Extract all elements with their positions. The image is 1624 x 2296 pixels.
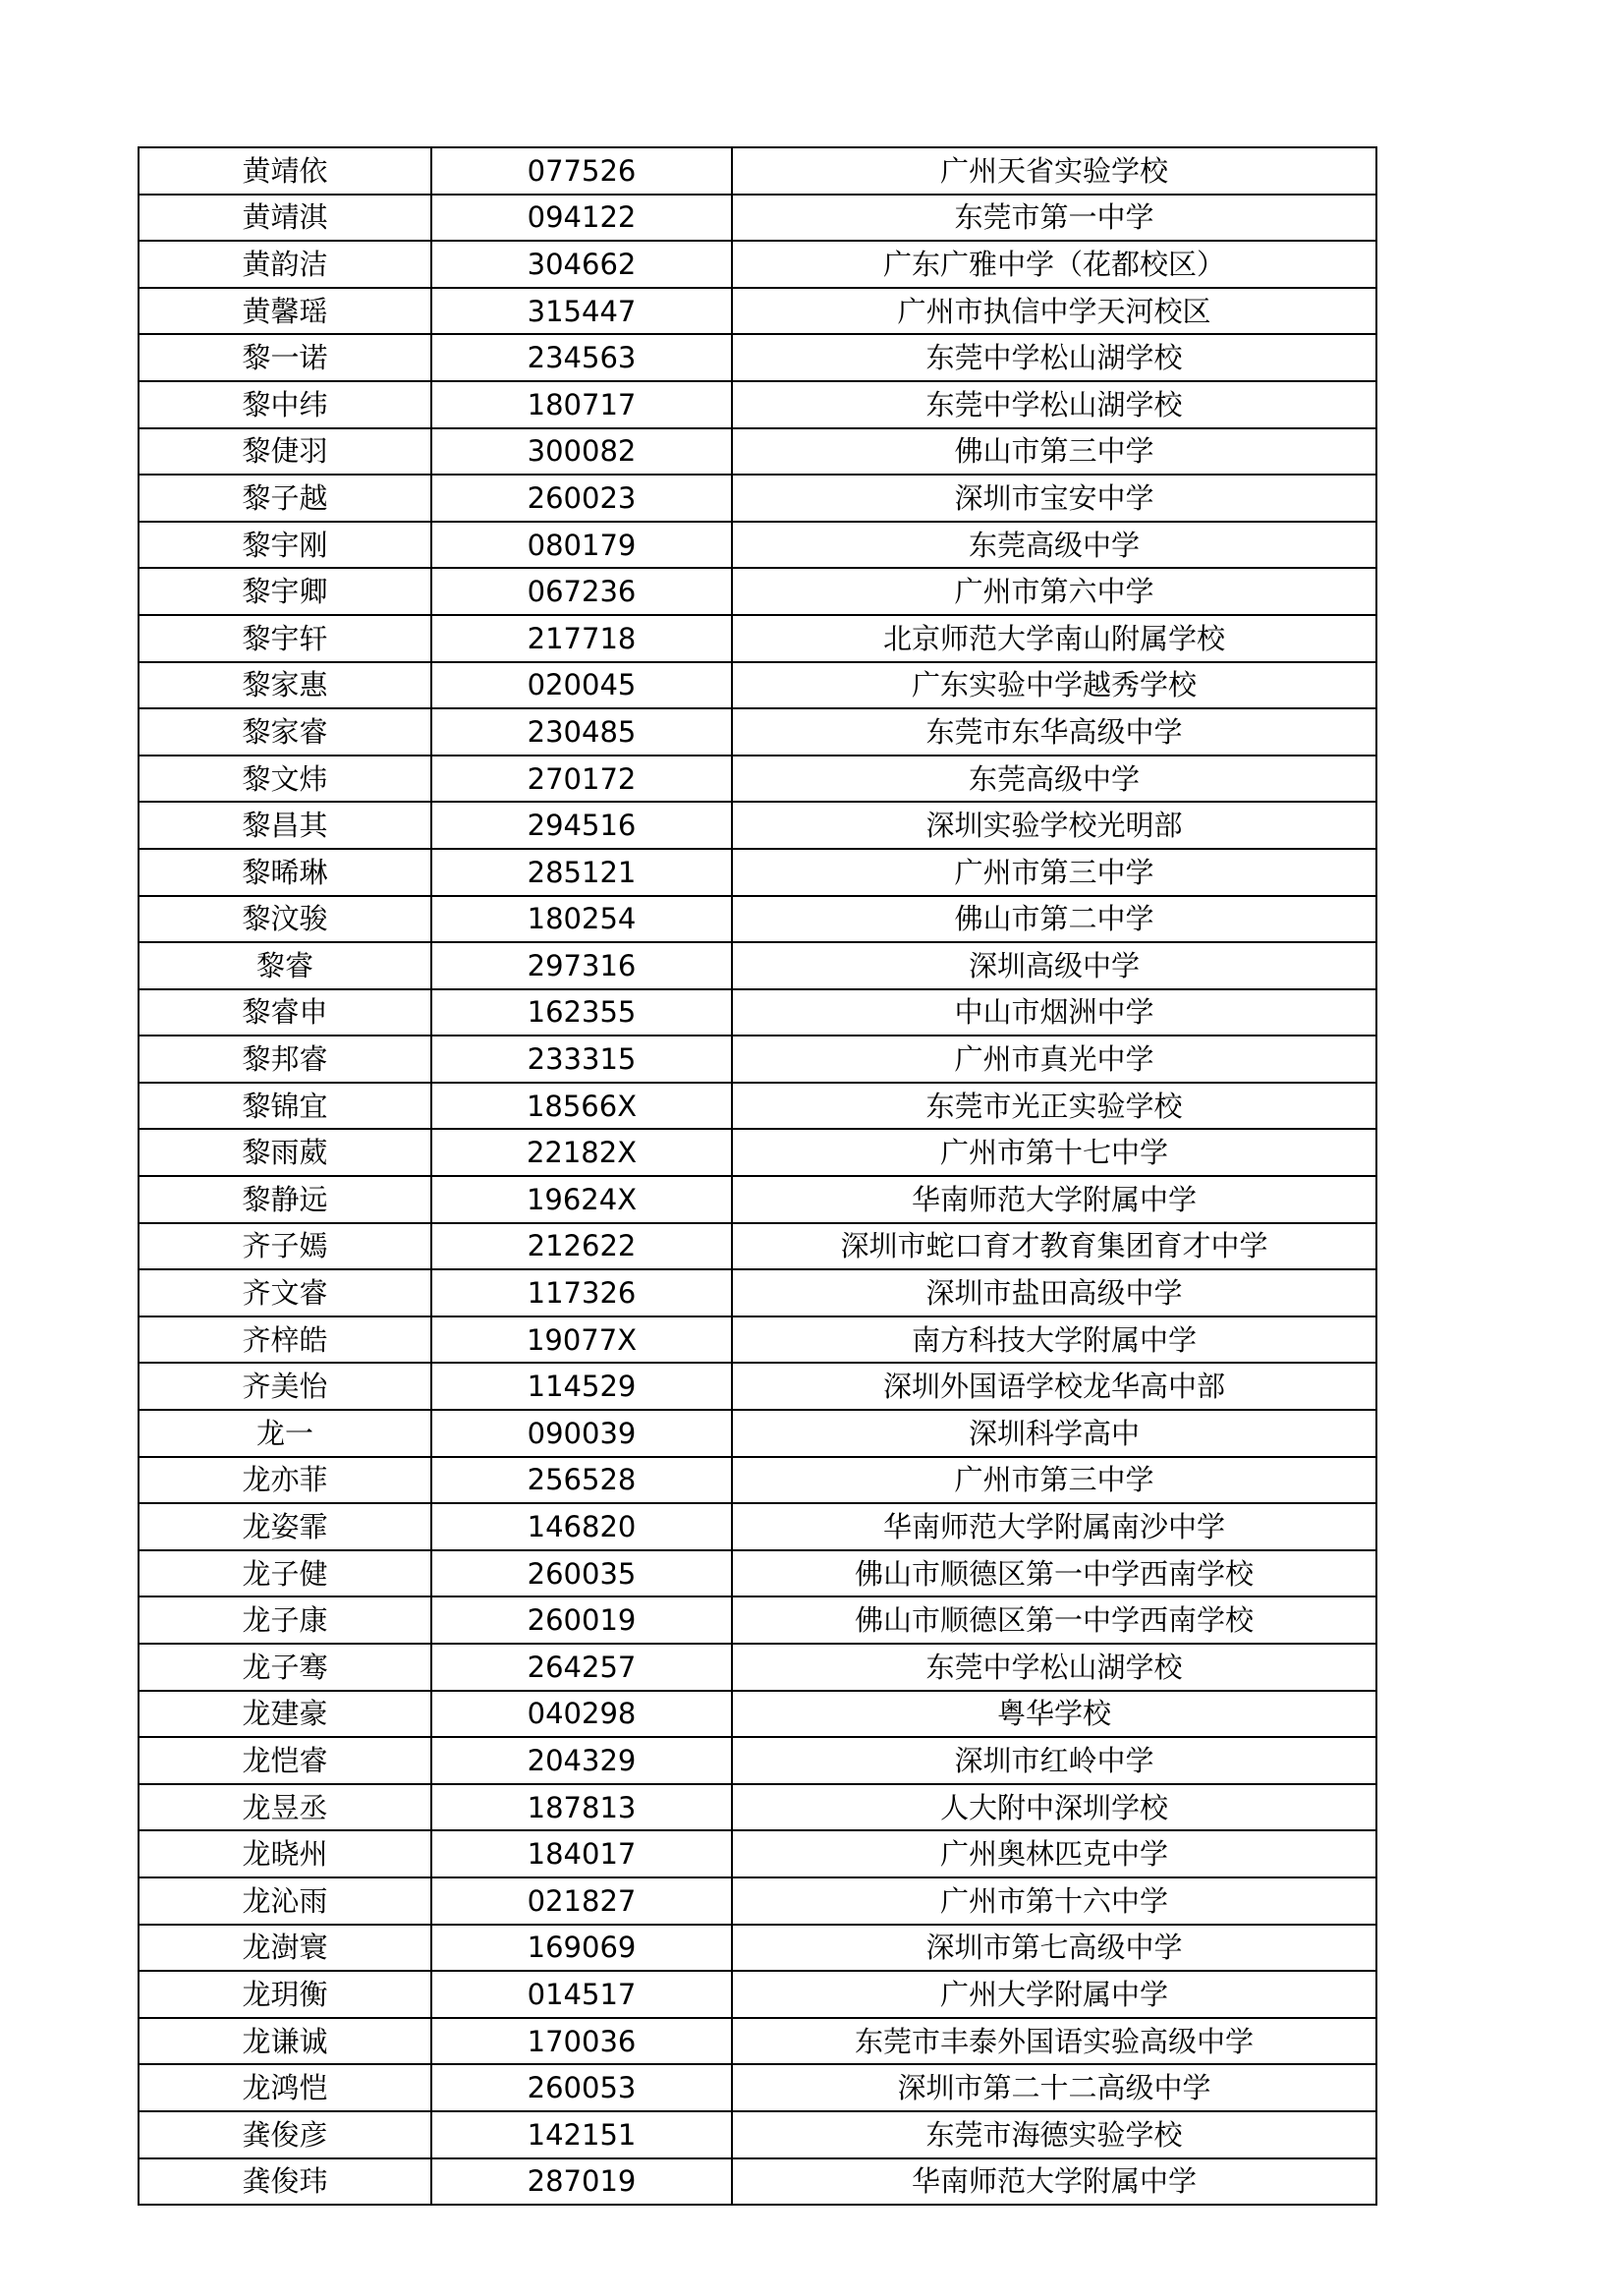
name-cell: 黎家睿 [139,708,431,756]
table-row [139,662,1376,709]
name-cell: 齐美怡 [139,1363,431,1410]
school-cell: 深圳市第二十二高级中学 [732,2064,1376,2111]
id-cell: 114529 [431,1363,732,1410]
id-cell: 19077X [431,1316,732,1364]
name-cell: 龙玥衡 [139,1971,431,2018]
id-cell: 040298 [431,1691,732,1738]
school-cell: 广东广雅中学（花都校区） [732,241,1376,288]
name-cell: 龙沁雨 [139,1877,431,1925]
name-cell: 齐子嫣 [139,1223,431,1270]
school-cell: 南方科技大学附属中学 [732,1316,1376,1364]
table-row [139,1036,1376,1083]
id-cell: 180717 [431,381,732,428]
id-cell: 264257 [431,1644,732,1691]
id-cell: 230485 [431,708,732,756]
table-row [139,1363,1376,1410]
name-cell: 龙亦菲 [139,1457,431,1504]
name-cell: 黎宇轩 [139,615,431,662]
name-cell: 龙鸿恺 [139,2064,431,2111]
school-cell: 广州市真光中学 [732,1036,1376,1083]
table-row [139,1316,1376,1364]
school-cell: 东莞高级中学 [732,522,1376,569]
table-row [139,989,1376,1036]
table-row [139,1223,1376,1270]
id-cell: 204329 [431,1737,732,1784]
school-cell: 深圳高级中学 [732,942,1376,989]
school-cell: 广州奥林匹克中学 [732,1830,1376,1877]
table-row [139,1596,1376,1644]
id-cell: 080179 [431,522,732,569]
name-cell: 龚俊彦 [139,2111,431,2158]
table-row [139,1129,1376,1176]
school-cell: 深圳市第七高级中学 [732,1925,1376,1972]
school-cell: 深圳市红岭中学 [732,1737,1376,1784]
table-row [139,334,1376,381]
name-cell: 龙建豪 [139,1691,431,1738]
name-cell: 黄韵洁 [139,241,431,288]
table-row [139,195,1376,242]
table-row [139,1830,1376,1877]
school-cell: 东莞市第一中学 [732,195,1376,242]
table-row [139,756,1376,803]
table-row [139,1083,1376,1130]
school-cell: 东莞市光正实验学校 [732,1083,1376,1130]
school-cell: 广州大学附属中学 [732,1971,1376,2018]
school-cell: 深圳科学高中 [732,1410,1376,1457]
id-cell: 020045 [431,662,732,709]
school-cell: 深圳市盐田高级中学 [732,1269,1376,1316]
id-cell: 300082 [431,428,732,476]
name-cell: 齐梓皓 [139,1316,431,1364]
name-cell: 黎邦睿 [139,1036,431,1083]
id-cell: 285121 [431,849,732,896]
school-cell: 广州市第三中学 [732,1457,1376,1504]
name-cell: 黎文炜 [139,756,431,803]
id-cell: 260035 [431,1550,732,1597]
name-cell: 龙澍寰 [139,1925,431,1972]
id-cell: 260053 [431,2064,732,2111]
name-cell: 龙谦诚 [139,2018,431,2065]
id-cell: 233315 [431,1036,732,1083]
name-cell: 黎睿 [139,942,431,989]
id-cell: 090039 [431,1410,732,1457]
id-cell: 014517 [431,1971,732,2018]
id-cell: 169069 [431,1925,732,1972]
id-cell: 22182X [431,1129,732,1176]
school-cell: 广州天省实验学校 [732,147,1376,195]
table-row [139,475,1376,522]
table-row [139,1877,1376,1925]
name-cell: 黄靖依 [139,147,431,195]
school-cell: 广州市执信中学天河校区 [732,288,1376,335]
id-cell: 094122 [431,195,732,242]
name-cell: 龙昱丞 [139,1784,431,1831]
table-row [139,942,1376,989]
school-cell: 深圳实验学校光明部 [732,802,1376,849]
results-table [138,146,1377,2206]
school-cell: 华南师范大学附属南沙中学 [732,1503,1376,1550]
id-cell: 217718 [431,615,732,662]
table-row [139,1691,1376,1738]
name-cell: 龙子骞 [139,1644,431,1691]
table-row [139,1176,1376,1223]
id-cell: 142151 [431,2111,732,2158]
table-row [139,1410,1376,1457]
school-cell: 广州市第六中学 [732,568,1376,615]
id-cell: 260019 [431,1596,732,1644]
id-cell: 19624X [431,1176,732,1223]
name-cell: 黎倢羽 [139,428,431,476]
name-cell: 黎一诺 [139,334,431,381]
name-cell: 黄靖淇 [139,195,431,242]
name-cell: 龙一 [139,1410,431,1457]
id-cell: 297316 [431,942,732,989]
name-cell: 黎汶骏 [139,896,431,943]
name-cell: 黎昌其 [139,802,431,849]
id-cell: 260023 [431,475,732,522]
name-cell: 龙子健 [139,1550,431,1597]
school-cell: 广州市第十六中学 [732,1877,1376,1925]
table-row [139,802,1376,849]
id-cell: 187813 [431,1784,732,1831]
school-cell: 北京师范大学南山附属学校 [732,615,1376,662]
id-cell: 18566X [431,1083,732,1130]
name-cell: 龙子康 [139,1596,431,1644]
table-row [139,615,1376,662]
school-cell: 粤华学校 [732,1691,1376,1738]
table-row [139,1269,1376,1316]
name-cell: 龙晓州 [139,1830,431,1877]
name-cell: 黎中纬 [139,381,431,428]
name-cell: 龙姿霏 [139,1503,431,1550]
table-row [139,428,1376,476]
school-cell: 深圳市宝安中学 [732,475,1376,522]
table-row [139,522,1376,569]
table-row [139,2158,1376,2206]
name-cell: 龚俊玮 [139,2158,431,2206]
name-cell: 黎家惠 [139,662,431,709]
school-cell: 华南师范大学附属中学 [732,1176,1376,1223]
school-cell: 东莞中学松山湖学校 [732,334,1376,381]
id-cell: 234563 [431,334,732,381]
name-cell: 黎子越 [139,475,431,522]
name-cell: 黎静远 [139,1176,431,1223]
table-row [139,1737,1376,1784]
school-cell: 东莞市丰泰外国语实验高级中学 [732,2018,1376,2065]
school-cell: 广东实验中学越秀学校 [732,662,1376,709]
school-cell: 东莞中学松山湖学校 [732,381,1376,428]
table-row [139,1644,1376,1691]
school-cell: 东莞市东华高级中学 [732,708,1376,756]
table-row [139,1550,1376,1597]
school-cell: 东莞中学松山湖学校 [732,1644,1376,1691]
results-table-body [139,147,1376,2205]
name-cell: 黄馨瑶 [139,288,431,335]
id-cell: 287019 [431,2158,732,2206]
table-row [139,1925,1376,1972]
school-cell: 人大附中深圳学校 [732,1784,1376,1831]
id-cell: 117326 [431,1269,732,1316]
table-row [139,708,1376,756]
school-cell: 广州市第十七中学 [732,1129,1376,1176]
school-cell: 中山市烟洲中学 [732,989,1376,1036]
school-cell: 佛山市第三中学 [732,428,1376,476]
table-row [139,1971,1376,2018]
school-cell: 深圳外国语学校龙华高中部 [732,1363,1376,1410]
table-row [139,849,1376,896]
table-row [139,568,1376,615]
table-row [139,1503,1376,1550]
name-cell: 黎宇卿 [139,568,431,615]
table-row [139,147,1376,195]
id-cell: 021827 [431,1877,732,1925]
id-cell: 146820 [431,1503,732,1550]
table-row [139,1784,1376,1831]
name-cell: 黎宇刚 [139,522,431,569]
name-cell: 龙恺睿 [139,1737,431,1784]
id-cell: 294516 [431,802,732,849]
table-row [139,2111,1376,2158]
id-cell: 077526 [431,147,732,195]
id-cell: 170036 [431,2018,732,2065]
school-cell: 华南师范大学附属中学 [732,2158,1376,2206]
id-cell: 270172 [431,756,732,803]
id-cell: 180254 [431,896,732,943]
table-row [139,381,1376,428]
name-cell: 黎晞琳 [139,849,431,896]
id-cell: 184017 [431,1830,732,1877]
table-row [139,1457,1376,1504]
name-cell: 齐文睿 [139,1269,431,1316]
id-cell: 315447 [431,288,732,335]
table-row [139,896,1376,943]
name-cell: 黎雨葳 [139,1129,431,1176]
school-cell: 佛山市顺德区第一中学西南学校 [732,1550,1376,1597]
school-cell: 深圳市蛇口育才教育集团育才中学 [732,1223,1376,1270]
school-cell: 佛山市顺德区第一中学西南学校 [732,1596,1376,1644]
school-cell: 广州市第三中学 [732,849,1376,896]
id-cell: 212622 [431,1223,732,1270]
id-cell: 162355 [431,989,732,1036]
table-row [139,2064,1376,2111]
table-row [139,2018,1376,2065]
table-row [139,288,1376,335]
school-cell: 东莞高级中学 [732,756,1376,803]
table-row [139,241,1376,288]
name-cell: 黎睿申 [139,989,431,1036]
name-cell: 黎锦宜 [139,1083,431,1130]
school-cell: 佛山市第二中学 [732,896,1376,943]
id-cell: 256528 [431,1457,732,1504]
id-cell: 304662 [431,241,732,288]
id-cell: 067236 [431,568,732,615]
school-cell: 东莞市海德实验学校 [732,2111,1376,2158]
